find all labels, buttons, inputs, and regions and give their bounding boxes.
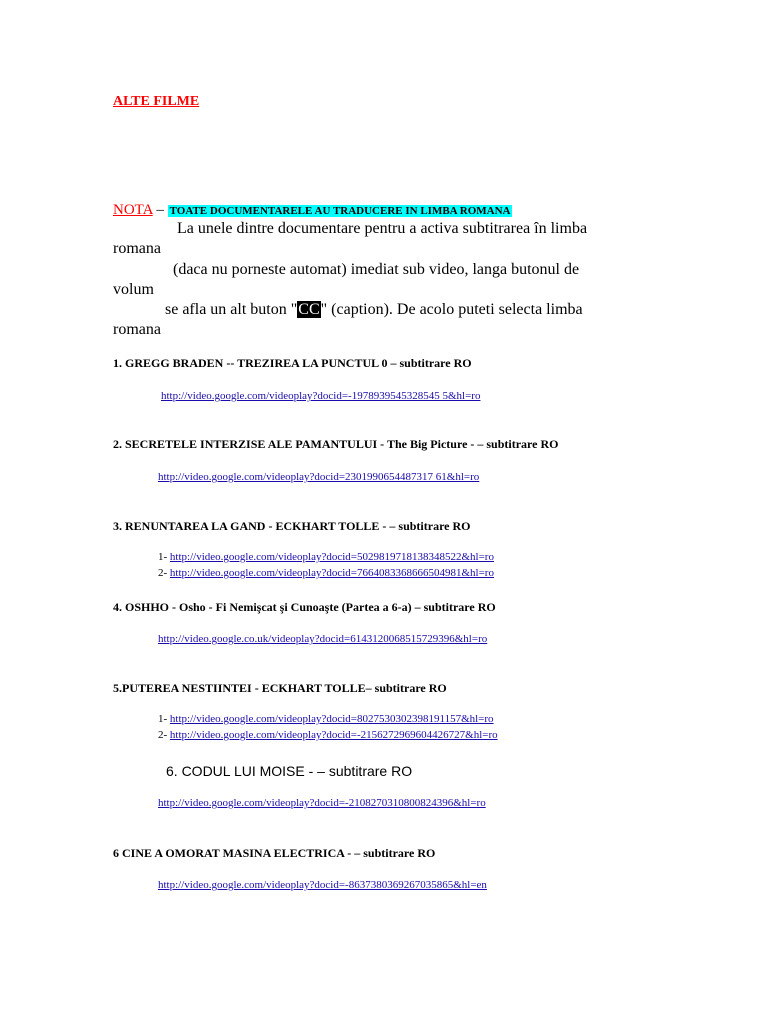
page-heading: ALTE FILME — [113, 94, 200, 109]
note-highlight: TOATE DOCUMENTARELE AU TRADUCERE IN LIMBA ROMANA — [169, 205, 511, 217]
link-row — [158, 797, 486, 809]
link-prefix: 2- — [158, 567, 170, 579]
item-title-text: 5.PUTEREA NESTIINTEI - ECKHART TOLLE– — [113, 681, 375, 695]
video-link[interactable]: http://video.google.com/videoplay?docid=2301990654487317 61&hl=ro — [158, 471, 480, 483]
link-row — [158, 729, 498, 741]
link-row — [158, 879, 487, 891]
note-text-line-2: romana — [113, 240, 161, 257]
link-row — [158, 567, 494, 579]
item-title-text: 6 CINE A OMORAT MASINA ELECTRICA - – — [113, 846, 364, 860]
link-row — [158, 713, 494, 725]
cc-badge: CC — [298, 301, 320, 318]
video-link[interactable]: http://video.google.com/videoplay?docid=8027530302398191157&hl=ro — [169, 713, 494, 725]
note-label: NOTA — [113, 202, 153, 218]
link-prefix: 1- — [158, 551, 170, 563]
video-link[interactable]: http://video.google.com/videoplay?docid=-8637380369267035865&hl=en — [158, 879, 487, 891]
item-subtitle-label: subtitrare RO — [374, 681, 447, 695]
link-row — [158, 471, 479, 483]
link-prefix: 2- — [158, 729, 170, 741]
link-row — [158, 551, 494, 563]
item-title-text: 2. SECRETELE INTERZISE ALE PAMANTULUI - The Big Picture - – — [113, 437, 487, 451]
note-text-line-5 — [165, 300, 583, 320]
note-text-line-5-b: " (caption). De acolo puteti selecta limba — [320, 301, 583, 318]
link-row — [161, 390, 480, 402]
item-subtitle-label: subtitrare RO — [423, 600, 496, 614]
item-subtitle-label: subtitrare RO — [398, 519, 471, 533]
item-title — [113, 356, 472, 371]
item-title — [113, 437, 559, 452]
item-title — [113, 681, 447, 696]
item-title-text: 3. RENUNTAREA LA GAND - ECKHART TOLLE - – — [113, 519, 399, 533]
note-text-line-4: volum — [113, 281, 154, 298]
link-row — [158, 633, 487, 645]
item-title — [113, 600, 496, 615]
item-title — [113, 846, 435, 861]
note-dash: – — [152, 202, 168, 218]
video-link[interactable]: http://video.google.co.uk/videoplay?docid=6143120068515729396&hl=ro — [158, 633, 488, 645]
video-link[interactable]: http://video.google.com/videoplay?docid=-1978939545328545 5&hl=ro — [161, 390, 481, 402]
item-title — [113, 519, 471, 534]
item-title-text: 1. GREGG BRADEN -- TREZIREA LA PUNCTUL 0 – — [113, 356, 400, 370]
item-title-text: 4. OSHHO - Osho - Fi Nemişcat şi Cunoaşte (Partea a 6-a) – — [113, 600, 424, 614]
note-line — [113, 201, 512, 219]
video-link[interactable]: http://video.google.com/videoplay?docid=-2108270310800824396&hl=ro — [158, 797, 486, 809]
video-link[interactable]: http://video.google.com/videoplay?docid=7664083368666504981&hl=ro — [169, 567, 494, 579]
video-link[interactable]: http://video.google.com/videoplay?docid=-2156272969604426727&hl=ro — [169, 729, 498, 741]
item-subtitle-label: subtitrare RO — [486, 437, 559, 451]
item-title — [166, 763, 412, 779]
note-text-line-1: La unele dintre documentare pentru a activa subtitrarea în limba — [177, 220, 588, 237]
item-title-text: 6. CODUL LUI MOISE - – subtitrare RO — [166, 763, 413, 779]
note-text-line-5-a: se afla un alt buton " — [165, 301, 298, 318]
item-subtitle-label: subtitrare RO — [399, 356, 472, 370]
video-link[interactable]: http://video.google.com/videoplay?docid=5029819718138348522&hl=ro — [169, 551, 494, 563]
note-text-line-6: romana — [113, 321, 161, 338]
item-subtitle-label: subtitrare RO — [363, 846, 436, 860]
link-prefix: 1- — [158, 713, 170, 725]
note-text-line-3: (daca nu porneste automat) imediat sub video, langa butonul de — [173, 261, 580, 278]
